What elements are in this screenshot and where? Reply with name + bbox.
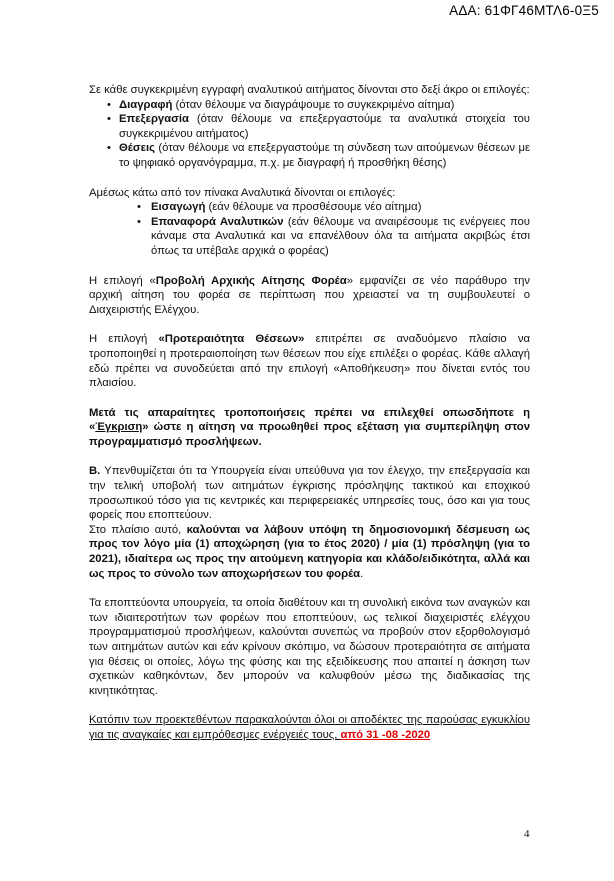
final-paragraph: Κατόπιν των προεκτεθέντων παρακαλούνται όλοι οι αποδέκτες της παρούσας εγκυκλίου για τις αναγκαίες και εμπρόθεσμες ενέργειές τους, από 31 -08 -2020 bbox=[89, 714, 530, 741]
list-item: • Διαγραφή (όταν θέλουμε να διαγράψουμε το συγκεκριμένο αίτημα) bbox=[89, 98, 530, 113]
row-options-list bbox=[89, 98, 530, 171]
initial-request-paragraph: Η επιλογή «Προβολή Αρχικής Αίτησης Φορέα» εμφανίζει σε νέο παράθυρο την αρχική αίτηση του φορέα σε περίπτωση που χρειαστεί να τη συμβουλευτεί ο Διαχειριστής Ελέγχου. bbox=[89, 274, 531, 316]
priority-paragraph: Η επιλογή «Προτεραιότητα Θέσεων» επιτρέπει σε αναδυόμενο πλαίσιο να τροποποιηθεί η προτεραιοποίηση των θέσεων που είχε επιλέξει ο φορέας. Κάθε αλλαγή εδώ πρέπει να συνοδεύεται από την επιλογή «Αποθήκευση» που δίνεται εντός του πλαισίου. bbox=[89, 333, 531, 390]
table-options-intro: Αμέσως κάτω από τον πίνακα Αναλυτικά δίνονται οι επιλογές: bbox=[89, 186, 396, 199]
page-number: 4 bbox=[524, 828, 530, 840]
intro-paragraph: Σε κάθε συγκεκριμένη εγγραφή αναλυτικού αιτήματος δίνονται στο δεξί άκρο οι επιλογές: bbox=[89, 84, 530, 96]
list-item: • Επαναφορά Αναλυτικών (εάν θέλουμε να αναιρέσουμε τις ενέργειες που κάναμε στα Αναλυτικά και να επανέλθουν όλα τα αιτήματα ακριβώς έτσι όπως τα υπέβαλε αρχικά ο φορέας) bbox=[89, 215, 530, 259]
list-item: • Εισαγωγή (εάν θέλουμε να προσθέσουμε νέο αίτημα) bbox=[89, 200, 530, 215]
list-item: • Επεξεργασία (όταν θέλουμε να επεξεργαστούμε τα αναλυτικά στοιχεία του συγκεκριμένου αιτήματος) bbox=[89, 112, 530, 141]
table-options-list bbox=[89, 200, 530, 258]
page-content bbox=[89, 83, 530, 743]
context-paragraph: Στο πλαίσιο αυτό, καλούνται να λάβουν υπόψη τη δημοσιονομική δέσμευση ως προς τον λόγο μία (1) αποχώρηση (για το έτος 2020) / μία (1) πρόσληψη (για το 2021), ιδιαίτερα ως προς την αιτούμενη κατηγορία και κλάδο/ειδικότητα, αλλά και ως προς το σύνολο των αποχωρήσεων του φορέα. bbox=[89, 523, 530, 580]
deadline-date: από 31 -08 -2020 bbox=[340, 728, 431, 741]
list-item: • Θέσεις (όταν θέλουμε να επεξεργαστούμε τη σύνδεση των αιτούμενων θέσεων με το ψηφιακό οργανόγραμμα, π.χ. με διαγραφή ή προσθήκη θέσης) bbox=[89, 141, 530, 170]
section-b-paragraph: Β. Υπενθυμίζεται ότι τα Υπουργεία είναι υπεύθυνα για τον έλεγχο, την επεξεργασία και την τελική υποβολή των αιτημάτων έγκρισης πρόσληψης τακτικού και εποχικού προσωπικού τόσο για τις κεντρικές και περιφερειακές υπηρεσίες τους, όσο και για τους φορείς που εποπτεύουν. bbox=[89, 465, 530, 522]
ada-code: ΑΔΑ: 61ΦΓ46ΜΤΛ6-0Ξ5 bbox=[449, 3, 599, 18]
approval-paragraph: Μετά τις απαραίτητες τροποποιήσεις πρέπει να επιλεχθεί οπωσδήποτε η «Έγκριση» ώστε η αίτηση να προωθηθεί προς εξέταση για συμπερίληψη στον προγραμματισμό προσλήψεων. bbox=[89, 406, 530, 448]
ministries-paragraph: Τα εποπτεύοντα υπουργεία, τα οποία διαθέτουν και τη συνολική εικόνα των αναγκών και των ιδιαιτεροτήτων των φορέων που εποπτεύουν, ως τελικοί διαχειριστές ελέγχου προγραμματισμού προσλήψεων, καλούνται συνεπώς να προβούν στον εξορθολογισμό των αιτημάτων αυτών και εάν κρίνουν σκόπιμο, να δώσουν προτεραιότητα σε αιτήματα για θέσεις οι οποίες, λόγω της φύσης και της εξειδίκευσης που απαιτεί η άσκηση των σχετικών καθηκόντων, δεν μπορούν να καλυφθούν μέσω της διαδικασίας της κινητικότητας. bbox=[89, 597, 530, 697]
